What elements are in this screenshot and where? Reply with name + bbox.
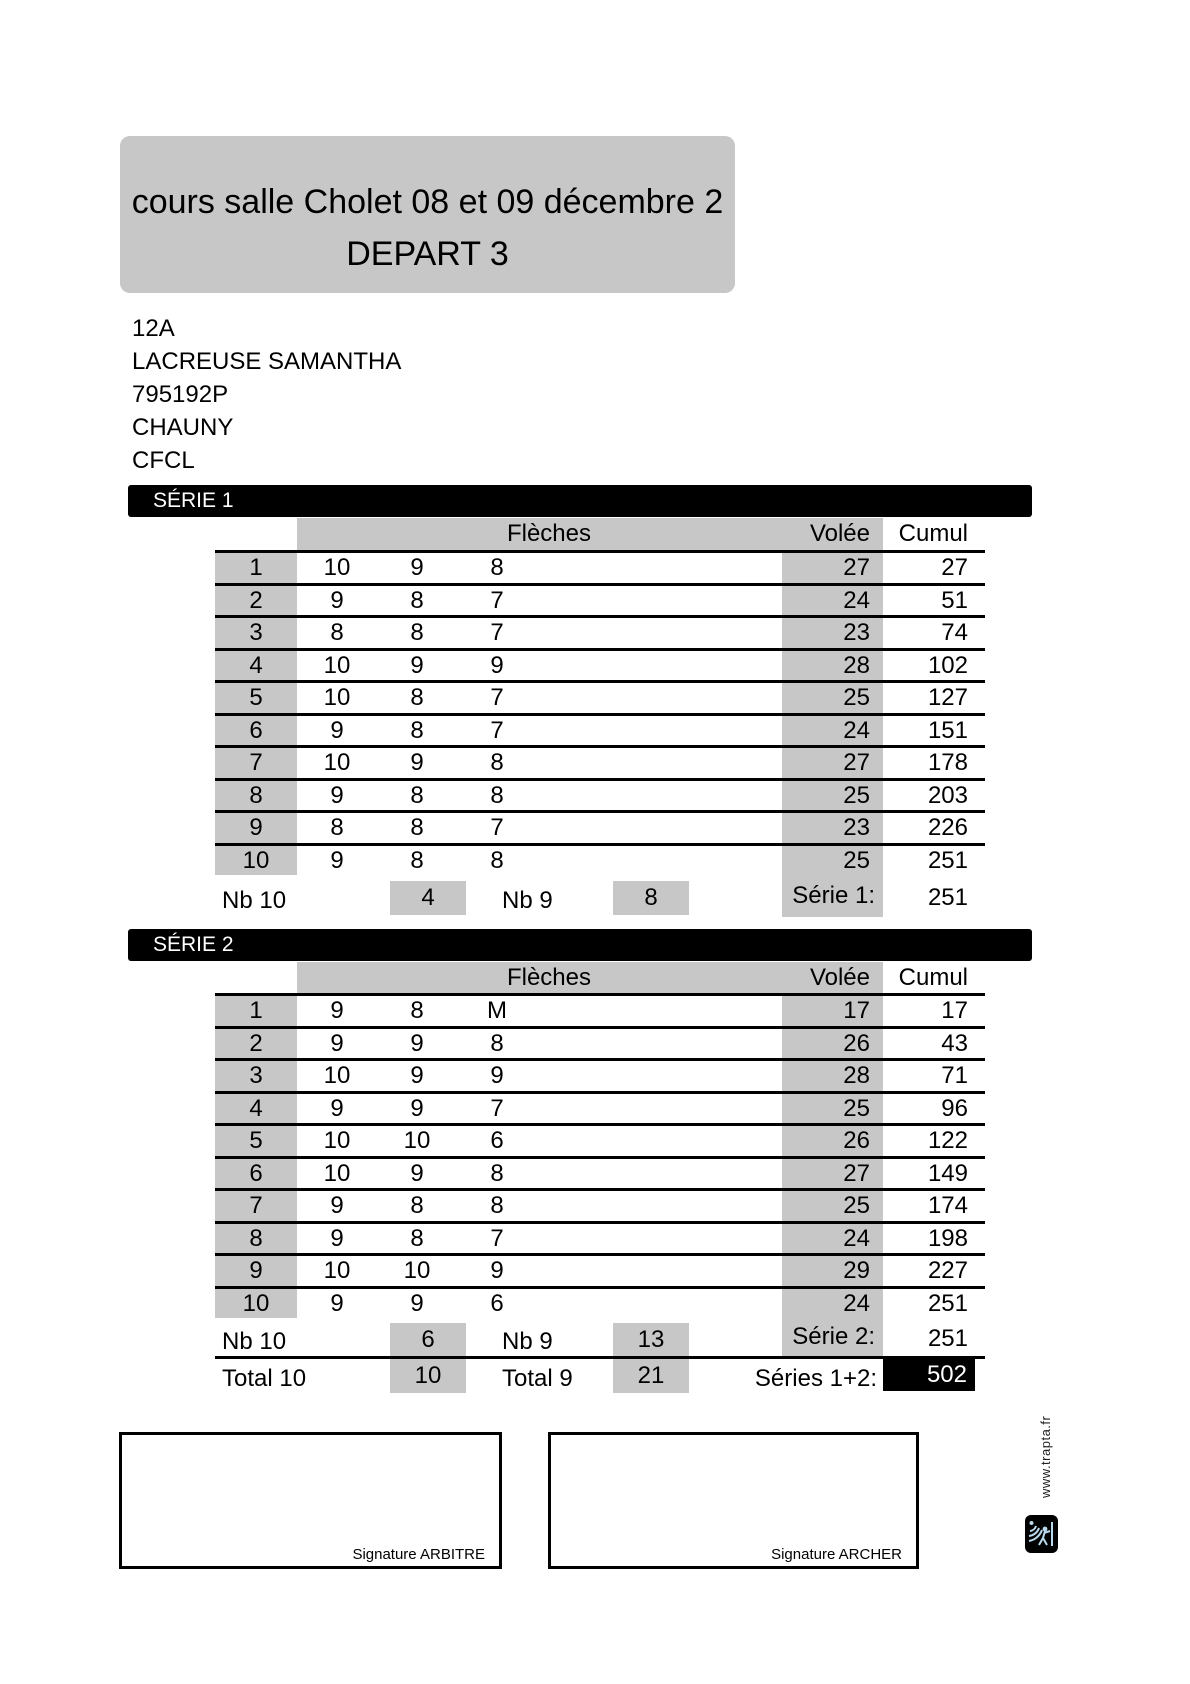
- volee-value: 28: [782, 1061, 883, 1091]
- volee-value: 29: [782, 1256, 883, 1286]
- fleches-header: Flèches: [506, 964, 592, 991]
- arrow-1: 10: [323, 1062, 351, 1089]
- volee-value: 24: [782, 1289, 883, 1319]
- cumul-value: 178: [927, 749, 968, 776]
- score-row: [215, 1026, 985, 1059]
- arrow-3: 9: [490, 1257, 504, 1284]
- depart-label: DEPART 3: [346, 235, 509, 273]
- club-code: CFCL: [132, 447, 195, 474]
- end-number: 9: [215, 1256, 297, 1286]
- nb9-label: Nb 9: [502, 1328, 553, 1355]
- arrow-1: 10: [323, 651, 351, 679]
- arrow-3: 8: [490, 1029, 504, 1057]
- volee-value: 23: [782, 813, 883, 843]
- score-row: [215, 1091, 985, 1124]
- series-total-value: 502: [883, 1359, 975, 1391]
- cumul-value: 227: [927, 1257, 968, 1284]
- arrow-3: 6: [490, 1127, 504, 1154]
- cumul-header: Cumul: [898, 520, 968, 547]
- nb9-label: Nb 9: [502, 887, 553, 914]
- volee-header: Volée: [809, 520, 870, 547]
- end-number: 2: [215, 1029, 297, 1059]
- arrow-1: 10: [323, 1257, 351, 1284]
- volee-value: 25: [782, 1094, 883, 1124]
- volee-value: 27: [782, 748, 883, 778]
- end-number: 3: [215, 1061, 297, 1091]
- arrow-3: 7: [490, 684, 504, 711]
- cumul-value: 127: [927, 684, 968, 711]
- target-number: 12A: [132, 315, 175, 342]
- arrow-1: 8: [330, 814, 344, 841]
- score-row: [215, 648, 985, 681]
- cumul-value: 251: [927, 846, 968, 874]
- arrow-1: 10: [323, 554, 351, 581]
- totals-divider: [215, 1356, 985, 1359]
- serie1-rows: [215, 550, 985, 875]
- nb10-value: 6: [390, 1323, 466, 1356]
- arrow-1: 9: [330, 781, 344, 809]
- nb10-label: Nb 10: [222, 1328, 287, 1355]
- serie1-total-value: 251: [927, 884, 968, 911]
- arrow-1: 9: [330, 846, 344, 874]
- serie2-total-value: 251: [927, 1325, 968, 1352]
- arrow-2: 9: [410, 651, 424, 679]
- volee-value: 24: [782, 586, 883, 616]
- arrow-2: 8: [410, 619, 424, 646]
- arrow-3: 8: [490, 846, 504, 874]
- series-total-label: Séries 1+2:: [754, 1365, 877, 1392]
- score-row: [215, 1058, 985, 1091]
- volee-value: 23: [782, 618, 883, 648]
- arrow-3: 8: [490, 781, 504, 809]
- volee-value: 25: [782, 846, 883, 876]
- arrow-1: 9: [330, 997, 344, 1024]
- score-row: [215, 583, 985, 616]
- arrow-3: 7: [490, 1094, 504, 1122]
- cumul-value: 198: [927, 1224, 968, 1252]
- score-row: [215, 1156, 985, 1189]
- serie1-header-bar: SÉRIE 1: [128, 485, 1032, 517]
- serie2-table-header: [215, 962, 985, 995]
- arrow-3: 7: [490, 586, 504, 614]
- score-row: [215, 615, 985, 648]
- club-city: CHAUNY: [132, 414, 234, 441]
- cumul-value: 251: [927, 1289, 968, 1317]
- arrow-2: 9: [410, 1062, 424, 1089]
- end-number: 4: [215, 1094, 297, 1124]
- arrow-1: 10: [323, 1159, 351, 1187]
- cumul-value: 102: [927, 651, 968, 679]
- end-number: 4: [215, 651, 297, 681]
- cumul-value: 74: [941, 619, 968, 646]
- trapta-logo-icon: [1025, 1515, 1058, 1553]
- arrow-1: 9: [330, 716, 344, 744]
- total10-label: Total 10: [222, 1365, 307, 1392]
- cumul-header: Cumul: [898, 964, 968, 991]
- score-row: [215, 745, 985, 778]
- score-row: [215, 993, 985, 1026]
- arrow-2: 9: [410, 749, 424, 776]
- competition-title: cours salle Cholet 08 et 09 décembre 2: [131, 183, 724, 221]
- arrow-2: 8: [410, 1192, 424, 1219]
- volee-value: 27: [782, 1159, 883, 1189]
- end-number: 3: [215, 618, 297, 648]
- cumul-value: 17: [941, 997, 968, 1024]
- total9-label: Total 9: [502, 1365, 573, 1392]
- arrow-1: 9: [330, 1029, 344, 1057]
- arrow-3: 9: [490, 1062, 504, 1089]
- cumul-value: 71: [941, 1062, 968, 1089]
- cumul-value: 149: [927, 1159, 968, 1187]
- arrow-2: 10: [403, 1257, 431, 1284]
- score-row: [215, 810, 985, 843]
- end-number: 6: [215, 716, 297, 746]
- serie2-total-label-cell: Série 2:: [782, 1318, 883, 1356]
- score-row: [215, 680, 985, 713]
- end-number: 1: [215, 553, 297, 583]
- volee-value: 26: [782, 1029, 883, 1059]
- total9-value: 21: [613, 1359, 689, 1393]
- archer-signature-box: [548, 1432, 919, 1569]
- arrow-3: 8: [490, 554, 504, 581]
- nb9-value: 8: [613, 881, 689, 915]
- end-number: 8: [215, 1224, 297, 1254]
- volee-value: 24: [782, 1224, 883, 1254]
- arrow-3: 7: [490, 1224, 504, 1252]
- arrow-1: 9: [330, 1094, 344, 1122]
- volee-value: 28: [782, 651, 883, 681]
- arrow-1: 9: [330, 1192, 344, 1219]
- license-number: 795192P: [132, 381, 229, 408]
- arrow-2: 10: [403, 1127, 431, 1154]
- arrow-1: 9: [330, 1224, 344, 1252]
- arrow-3: 7: [490, 814, 504, 841]
- arrow-2: 8: [410, 1224, 424, 1252]
- score-row: [215, 1286, 985, 1319]
- volee-value: 26: [782, 1126, 883, 1156]
- arrow-2: 8: [410, 684, 424, 711]
- competition-title-box: [120, 136, 735, 293]
- arrow-3: 8: [490, 1192, 504, 1219]
- arrow-3: M: [487, 997, 507, 1024]
- serie1-table-header: [215, 518, 985, 551]
- serie2-header-bar: SÉRIE 2: [128, 929, 1032, 961]
- volee-value: 25: [782, 781, 883, 811]
- cumul-value: 96: [941, 1094, 968, 1122]
- archer-signature-label: Signature ARCHER: [771, 1546, 902, 1563]
- volee-header: Volée: [809, 964, 870, 991]
- cumul-value: 203: [927, 781, 968, 809]
- volee-value: 17: [782, 996, 883, 1026]
- total10-value: 10: [390, 1359, 466, 1393]
- arrow-2: 9: [410, 554, 424, 581]
- end-number: 10: [215, 846, 297, 876]
- end-number: 1: [215, 996, 297, 1026]
- end-number: 5: [215, 1126, 297, 1156]
- arrow-1: 10: [323, 749, 351, 776]
- arrow-3: 7: [490, 619, 504, 646]
- arrow-1: 8: [330, 619, 344, 646]
- score-row: [215, 1253, 985, 1286]
- arrow-2: 8: [410, 586, 424, 614]
- arrow-2: 9: [410, 1289, 424, 1317]
- nb10-label: Nb 10: [222, 887, 287, 914]
- arrow-1: 9: [330, 1289, 344, 1317]
- end-number: 7: [215, 1191, 297, 1221]
- arrow-2: 8: [410, 716, 424, 744]
- end-number: 2: [215, 586, 297, 616]
- end-number: 10: [215, 1289, 297, 1319]
- volee-value: 27: [782, 553, 883, 583]
- arrow-3: 8: [490, 1159, 504, 1187]
- arrow-1: 10: [323, 684, 351, 711]
- cumul-value: 43: [941, 1029, 968, 1057]
- end-number: 7: [215, 748, 297, 778]
- arrow-3: 9: [490, 651, 504, 679]
- serie2-rows: [215, 993, 985, 1318]
- nb9-value: 13: [613, 1323, 689, 1356]
- score-row: [215, 778, 985, 811]
- arrow-2: 9: [410, 1159, 424, 1187]
- arrow-3: 6: [490, 1289, 504, 1317]
- score-row: [215, 713, 985, 746]
- cumul-value: 151: [927, 716, 968, 744]
- serie1-total-label-cell: Série 1:: [782, 875, 883, 917]
- end-number: 5: [215, 683, 297, 713]
- cumul-value: 122: [927, 1127, 968, 1154]
- archer-info: [132, 312, 401, 477]
- arrow-3: 8: [490, 749, 504, 776]
- cumul-value: 51: [941, 586, 968, 614]
- arrow-2: 8: [410, 781, 424, 809]
- nb10-value: 4: [390, 881, 466, 915]
- score-row: [215, 1123, 985, 1156]
- arrow-3: 7: [490, 716, 504, 744]
- arrow-2: 8: [410, 997, 424, 1024]
- arrow-2: 8: [410, 814, 424, 841]
- cumul-value: 226: [927, 814, 968, 841]
- score-row: [215, 1221, 985, 1254]
- cumul-value: 27: [941, 554, 968, 581]
- trapta-website: www.trapta.fr: [1038, 1415, 1053, 1498]
- archer-name: LACREUSE SAMANTHA: [132, 348, 402, 375]
- volee-value: 25: [782, 683, 883, 713]
- score-row: [215, 1188, 985, 1221]
- arbitre-signature-label: Signature ARBITRE: [352, 1546, 485, 1563]
- end-number: 8: [215, 781, 297, 811]
- end-number: 6: [215, 1159, 297, 1189]
- volee-value: 24: [782, 716, 883, 746]
- arbitre-signature-box: [119, 1432, 502, 1569]
- arrow-2: 8: [410, 846, 424, 874]
- score-row: [215, 843, 985, 876]
- fleches-header: Flèches: [506, 520, 592, 547]
- arrow-1: 10: [323, 1127, 351, 1154]
- cumul-value: 174: [927, 1192, 968, 1219]
- end-number: 9: [215, 813, 297, 843]
- volee-value: 25: [782, 1191, 883, 1221]
- arrow-1: 9: [330, 586, 344, 614]
- arrow-2: 9: [410, 1029, 424, 1057]
- arrow-2: 9: [410, 1094, 424, 1122]
- score-row: [215, 550, 985, 583]
